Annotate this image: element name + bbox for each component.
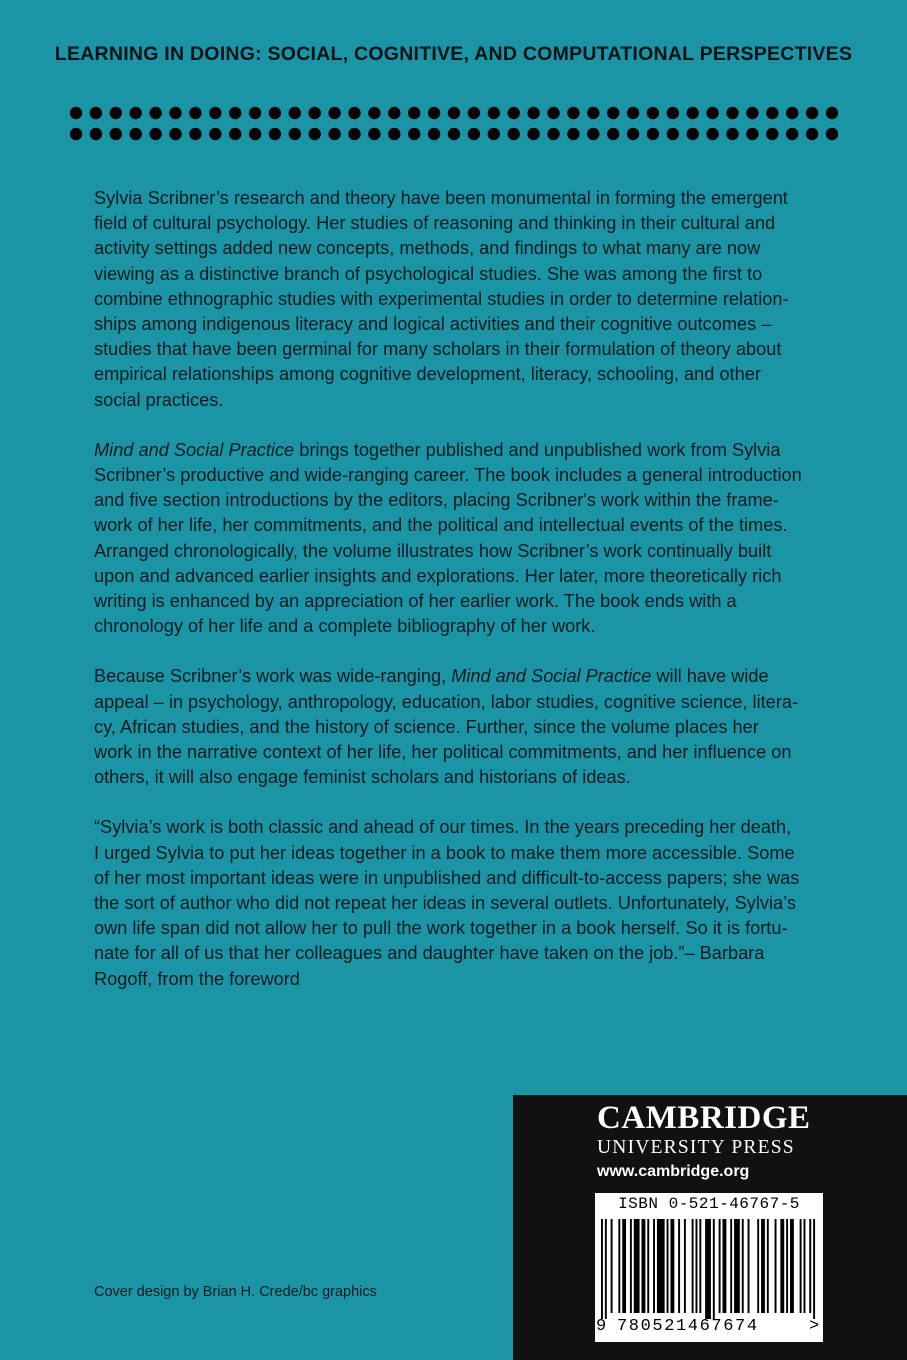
decorative-dot [508,128,520,140]
publisher-url[interactable]: www.cambridge.org [597,1163,750,1180]
decorative-dot [229,128,241,140]
paragraph-line: of her most important ideas were in unpublished and difficult-to-access papers; she was [94,867,800,888]
description-paragraph-2 [94,438,819,640]
decorative-dot [826,107,838,119]
decorative-dot [348,107,360,119]
paragraph-line: ships among indigenous literacy and logical activities and their cognitive outcomes – [94,314,772,335]
decorative-dot [468,128,480,140]
paragraph-line: the sort of author who did not repeat her ideas in several outlets. Unfortunately, Sylvia’s [94,893,796,914]
decorative-dot [667,107,679,119]
decorative-dot [726,128,738,140]
decorative-dot [806,107,818,119]
decorative-dot [189,107,201,119]
foreword-quote [94,815,819,991]
decorative-dot [289,107,301,119]
decorative-dot [547,128,559,140]
description-text [94,186,819,1017]
decorative-dot [647,128,659,140]
decorative-dot [786,128,798,140]
decorative-dot [70,107,82,119]
decorative-dot [328,128,340,140]
decorative-dot [209,107,221,119]
decorative-dot [249,128,261,140]
paragraph-line: field of cultural psychology. Her studies of reasoning and thinking in their cultural and [94,213,776,234]
decorative-dot [428,107,440,119]
decorative-dot [328,107,340,119]
decorative-dot [130,107,142,119]
decorative-dot [647,107,659,119]
paragraph-line: combine ethnographic studies with experimental studies in order to determine relation- [94,288,789,309]
paragraph-line: Rogoff, from the foreword [94,968,300,989]
decorative-dot [527,128,539,140]
isbn-label: ISBN 0-521-46767-5 [618,1195,800,1213]
book-title: Mind and Social Practice [94,439,295,460]
publisher-subtitle: UNIVERSITY PRESS [597,1137,795,1158]
paragraph-line: I urged Sylvia to put her ideas together in a book to make them more accessible. Some [94,842,795,863]
paragraph-line: studies that have been germinal for many scholars in their formulation of theory about [94,339,782,360]
cover-design-credit: Cover design by Brian H. Crede/bc graphics [94,1284,377,1300]
paragraph-line: Sylvia Scribner’s research and theory have been monumental in forming the emergent [94,188,788,208]
decorative-dot [468,107,480,119]
publisher-name: CAMBRIDGE [597,1100,811,1136]
decorative-dot [149,128,161,140]
decorative-dot [687,107,699,119]
publisher-box [513,1095,907,1360]
decorative-dot [706,107,718,119]
decorative-dot [189,128,201,140]
decorative-dot [110,128,122,140]
series-title: LEARNING IN DOING: SOCIAL, COGNITIVE, AND COMPUTATIONAL PERSPECTIVES [54,43,853,65]
decorative-dot [90,107,102,119]
ean-end-marker: > [809,1317,820,1336]
line-text: will have wide [651,666,769,687]
decorative-dot [726,107,738,119]
decorative-dot [627,107,639,119]
decorative-dot [209,128,221,140]
decorative-dot [607,107,619,119]
paragraph-line: viewing as a distinctive branch of psychological studies. She was among the first to [94,263,763,284]
decorative-dot [746,107,758,119]
decorative-dot [269,107,281,119]
decorative-dot [368,128,380,140]
paragraph-line: cy, African studies, and the history of science. Further, since the volume places her [94,716,759,737]
paragraph-line [94,664,819,689]
decorative-dot [408,107,420,119]
paragraph-line [94,438,819,463]
decorative-dot [309,128,321,140]
barcode-icon [601,1219,817,1319]
ean-main-digits: 780521467674 [617,1317,759,1336]
decorative-dot [309,107,321,119]
isbn-panel [595,1193,823,1342]
paragraph-line: social practices. [94,389,224,410]
line-text: brings together published and unpublished work from Sylvia [294,439,781,460]
decorative-dot [149,107,161,119]
decorative-dot [229,107,241,119]
paragraph-line: chronology of her life and a complete bibliography of her work. [94,616,596,637]
paragraph-line: activity settings added new concepts, methods, and findings to what many are now [94,238,761,259]
description-paragraph-3 [94,664,819,790]
ean-lead-digit: 9 [596,1317,607,1336]
decorative-dot [488,128,500,140]
decorative-dot [269,128,281,140]
decorative-dot [786,107,798,119]
decorative-dot [110,107,122,119]
decorative-dot [587,128,599,140]
paragraph-line: nate for all of us that her colleagues and daughter have taken on the job.”– Barbara [94,943,765,964]
decorative-dot [448,128,460,140]
decorative-dot [289,128,301,140]
decorative-dot [130,128,142,140]
decorative-dot [249,107,261,119]
description-paragraph-1 [94,186,819,413]
decorative-dot [527,107,539,119]
decorative-dot [408,128,420,140]
paragraph-line: work in the narrative context of her life, her political commitments, and her influence on [94,742,792,763]
decorative-dot [388,107,400,119]
decorative-dot [826,128,838,140]
decorative-dot [567,128,579,140]
decorative-dot [607,128,619,140]
paragraph-line: upon and advanced earlier insights and explorations. Her later, more theoretically rich [94,565,782,586]
paragraph-line: Arranged chronologically, the volume illustrates how Scribner’s work continually built [94,540,772,561]
decorative-dot [746,128,758,140]
decorative-dot [627,128,639,140]
decorative-dot [428,128,440,140]
decorative-dot [90,128,102,140]
paragraph-line: appeal – in psychology, anthropology, education, labor studies, cognitive science, litera- [94,691,799,712]
decorative-dot [488,107,500,119]
decorative-dot [368,107,380,119]
decorative-dot [587,107,599,119]
dot-divider [70,104,838,144]
decorative-dot [706,128,718,140]
decorative-dot [567,107,579,119]
paragraph-line: empirical relationships among cognitive development, literacy, schooling, and other [94,364,761,385]
paragraph-line: and five section introductions by the editors, placing Scribner's work within the frame- [94,490,779,511]
decorative-dot [766,107,778,119]
decorative-dot [667,128,679,140]
decorative-dot [766,128,778,140]
decorative-dot [169,107,181,119]
line-text: Because Scribner’s work was wide-ranging, [94,666,452,687]
decorative-dot [508,107,520,119]
decorative-dot [70,128,82,140]
decorative-dot [348,128,360,140]
paragraph-line: others, it will also engage feminist scholars and historians of ideas. [94,767,631,788]
decorative-dot [547,107,559,119]
paragraph-line: Scribner’s productive and wide-ranging career. The book includes a general introduction [94,465,802,486]
book-title: Mind and Social Practice [451,666,652,687]
paragraph-line: writing is enhanced by an appreciation of her earlier work. The book ends with a [94,591,737,612]
paragraph-line: “Sylvia’s work is both classic and ahead of our times. In the years preceding her death, [94,817,792,838]
decorative-dot [687,128,699,140]
decorative-dot [448,107,460,119]
decorative-dot [169,128,181,140]
paragraph-line: work of her life, her commitments, and the political and intellectual events of the times. [94,515,788,536]
decorative-dot [806,128,818,140]
decorative-dot [388,128,400,140]
paragraph-line: own life span did not allow her to pull the work together in a book herself. So it is fortu- [94,918,788,939]
